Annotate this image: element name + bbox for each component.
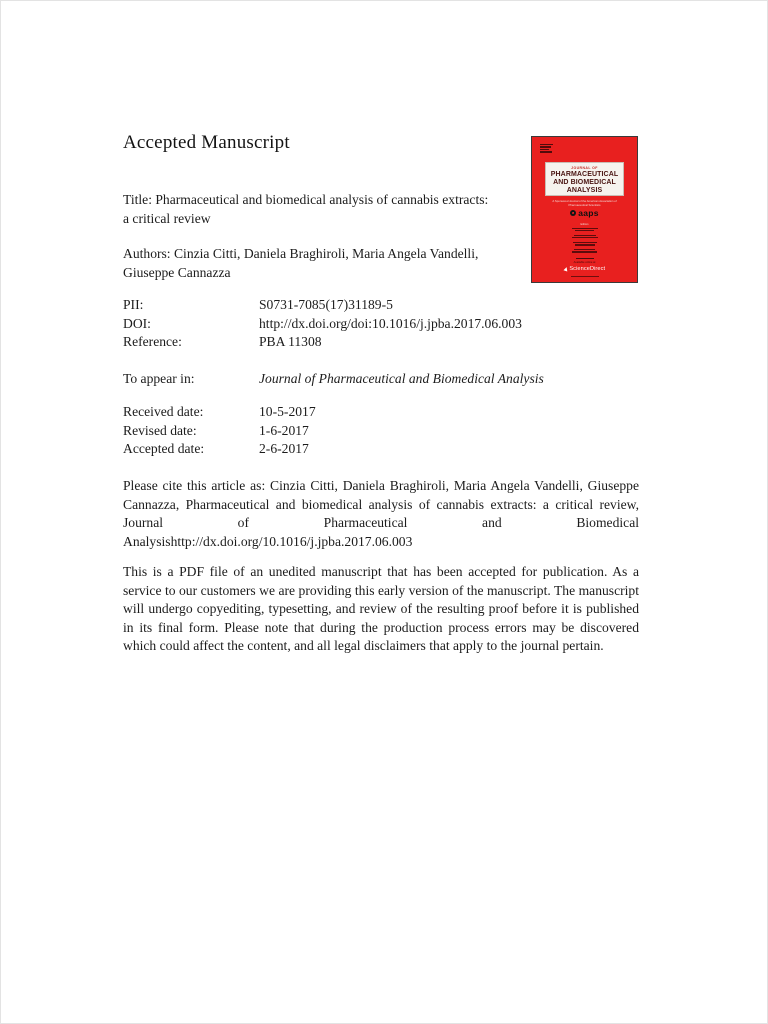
editor-entry (532, 249, 637, 253)
citation-paragraph: Please cite this article as: Cinzia Citti, Daniela Braghiroli, Maria Angela Vandelli, Giuseppe Cannazza, Pharmaceutical and biomedical analysis of cannabis extracts: a critical review, Journal of Pharmaceutical and Biomedical Analysishttp://dx.doi.org/10.1016/j.jpba.2017.06.003 (123, 478, 639, 549)
received-date-label: Received date: (123, 404, 204, 419)
journal-name: Journal of Pharmaceutical and Biomedical Analysis (259, 371, 544, 386)
cover-masthead (545, 162, 624, 196)
accepted-date-label: Accepted date: (123, 441, 205, 457)
revised-date-value: 1-6-2017 (259, 422, 309, 438)
pii-value: S0731-7085(17)31189-5 (259, 297, 393, 312)
reference-value: PBA 11308 (259, 334, 322, 350)
editor-entry (532, 228, 637, 232)
sciencedirect-leaf-icon (563, 266, 568, 271)
cover-tagline: A Sponsored Journal of the American Association of Pharmaceutical Scientists (552, 199, 617, 207)
to-appear-row (123, 370, 639, 389)
cover-editors-label: Editors (580, 223, 589, 226)
sciencedirect-url-line (571, 276, 599, 277)
journal-cover (531, 136, 638, 283)
article-authors: Authors: Cinzia Citti, Daniela Braghiroli, Maria Angela Vandelli, Giuseppe Cannazza (123, 246, 479, 280)
cover-editors-block (532, 223, 637, 256)
cover-issn-block (540, 144, 553, 154)
revised-date-label: Revised date: (123, 422, 197, 438)
aaps-logo-text: aaps (578, 208, 599, 218)
dates-table (123, 403, 639, 459)
cover-title-line2: AND BIOMEDICAL (553, 179, 616, 187)
cover-title-line1: PHARMACEUTICAL (550, 171, 619, 178)
reference-label: Reference: (123, 334, 182, 350)
pii-label: PII: (123, 297, 144, 312)
page-title: Accepted Manuscript (123, 132, 290, 153)
doi-label: DOI: (123, 315, 151, 331)
received-date-value: 10-5-2017 (259, 404, 316, 419)
editor-entry (532, 235, 637, 239)
available-online-text: Available online at (573, 261, 596, 264)
disclaimer-paragraph: This is a PDF file of an unedited manuscript that has been accepted for publication. As a service to our customers we are providing this early version of the manuscript. The manuscript will undergo copyediting, typesetting, and review of the resulting proof before it is published in its final form. Please note that during the production process errors may be discovered which could affect the content, and all legal disclaimers that apply to the journal pertain. (123, 564, 639, 654)
cover-divider (576, 258, 594, 259)
aaps-logo (532, 208, 637, 218)
sciencedirect-logo (532, 266, 637, 272)
article-title: Title: Pharmaceutical and biomedical analysis of cannabis extracts: a critical review (123, 192, 489, 226)
doi-link[interactable]: http://dx.doi.org/doi:10.1016/j.jpba.2017.06.003 (259, 315, 522, 331)
cover-journal-of: JOURNAL OF (571, 165, 598, 170)
accepted-date-value: 2-6-2017 (259, 441, 309, 457)
editor-entry (532, 242, 637, 246)
sciencedirect-logo-text: ScienceDirect (569, 265, 606, 272)
aaps-logo-icon (570, 210, 576, 216)
to-appear-label: To appear in: (123, 371, 195, 386)
identifier-table (123, 296, 639, 352)
cover-title-line3: ANALYSIS (566, 187, 603, 195)
